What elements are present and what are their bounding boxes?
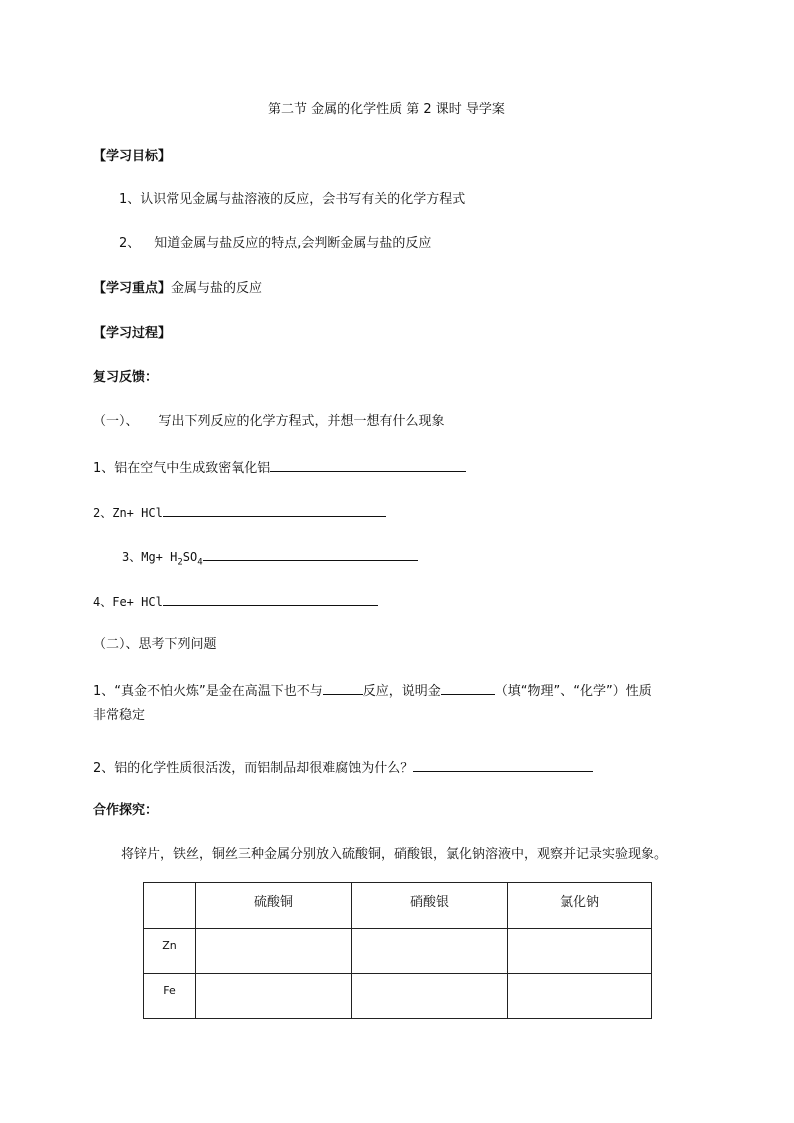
objective-item-2	[119, 235, 431, 253]
question-1-continuation: 非常稳定	[93, 708, 146, 723]
question-1-part-c: （填“物理”、“化学”）性质	[494, 684, 652, 699]
question-2	[93, 758, 593, 778]
review-heading: 复习反馈：	[93, 370, 159, 385]
table-header-cell	[144, 883, 196, 929]
review-part1-text: 写出下列反应的化学方程式，并想一想有什么现象	[158, 414, 445, 429]
equation-3-prefix: 3、Mg+ H	[122, 550, 178, 564]
equation-2	[93, 503, 386, 522]
review-part1	[93, 413, 445, 431]
experiment-table	[143, 882, 652, 1019]
table-cell[interactable]	[508, 974, 652, 1019]
focus-heading: 【学习重点】	[93, 281, 172, 296]
objective-item-2-number: 2、	[119, 236, 141, 251]
equation-4	[93, 592, 378, 611]
review-part2: （二）、思考下列问题	[93, 637, 217, 652]
answer-blank[interactable]	[323, 681, 363, 695]
equation-1-text: 1、铝在空气中生成致密氧化铝	[93, 461, 271, 476]
question-1-part-b: 反应，说明金	[362, 684, 441, 699]
objectives-heading: 【学习目标】	[93, 149, 172, 164]
question-2-text: 2、铝的化学性质很活泼，而铝制品却很难腐蚀为什么？	[93, 761, 414, 776]
focus-line	[93, 280, 262, 298]
answer-blank[interactable]	[441, 681, 495, 695]
page-title: 第二节 金属的化学性质 第 2 课时 导学案	[268, 102, 505, 117]
question-1-part-a: 1、“真金不怕火炼”是金在高温下也不与	[93, 684, 323, 699]
table-header-row	[144, 883, 652, 929]
answer-blank[interactable]	[270, 458, 466, 472]
table-cell[interactable]	[196, 974, 352, 1019]
table-header-cell: 硫酸铜	[196, 883, 352, 929]
table-row-header: Zn	[144, 929, 196, 974]
answer-blank[interactable]	[163, 503, 386, 517]
answer-blank[interactable]	[413, 758, 593, 772]
cooperate-intro: 将锌片，铁丝，铜丝三种金属分别放入硫酸铜，硝酸银，氯化钠溶液中，观察并记录实验现象。	[121, 847, 668, 862]
process-heading: 【学习过程】	[93, 326, 172, 341]
review-part1-number: （一）、	[93, 414, 139, 429]
equation-3-middle: SO	[182, 550, 198, 564]
table-row	[144, 974, 652, 1019]
equation-2-text: 2、Zn+ HCl	[93, 506, 163, 520]
table-header-cell: 硝酸银	[352, 883, 508, 929]
objective-item-1: 1、认识常见金属与盐溶液的反应，会书写有关的化学方程式	[119, 192, 466, 207]
table-row	[144, 929, 652, 974]
question-1	[93, 681, 652, 701]
table-cell[interactable]	[352, 974, 508, 1019]
objective-item-2-text: 知道金属与盐反应的特点,会判断金属与盐的反应	[154, 236, 432, 251]
table-row-header: Fe	[144, 974, 196, 1019]
equation-3	[122, 547, 418, 571]
equation-3-subscript: 4	[197, 557, 203, 568]
table-cell[interactable]	[352, 929, 508, 974]
equation-3-subscript: 2	[177, 557, 183, 568]
table-cell[interactable]	[508, 929, 652, 974]
equation-1	[93, 458, 466, 478]
answer-blank[interactable]	[203, 547, 418, 561]
answer-blank[interactable]	[163, 592, 378, 606]
equation-4-text: 4、Fe+ HCl	[93, 595, 163, 609]
cooperate-heading: 合作探究：	[93, 803, 159, 818]
focus-text: 金属与盐的反应	[171, 281, 263, 296]
table-cell[interactable]	[196, 929, 352, 974]
table-header-cell: 氯化钠	[508, 883, 652, 929]
